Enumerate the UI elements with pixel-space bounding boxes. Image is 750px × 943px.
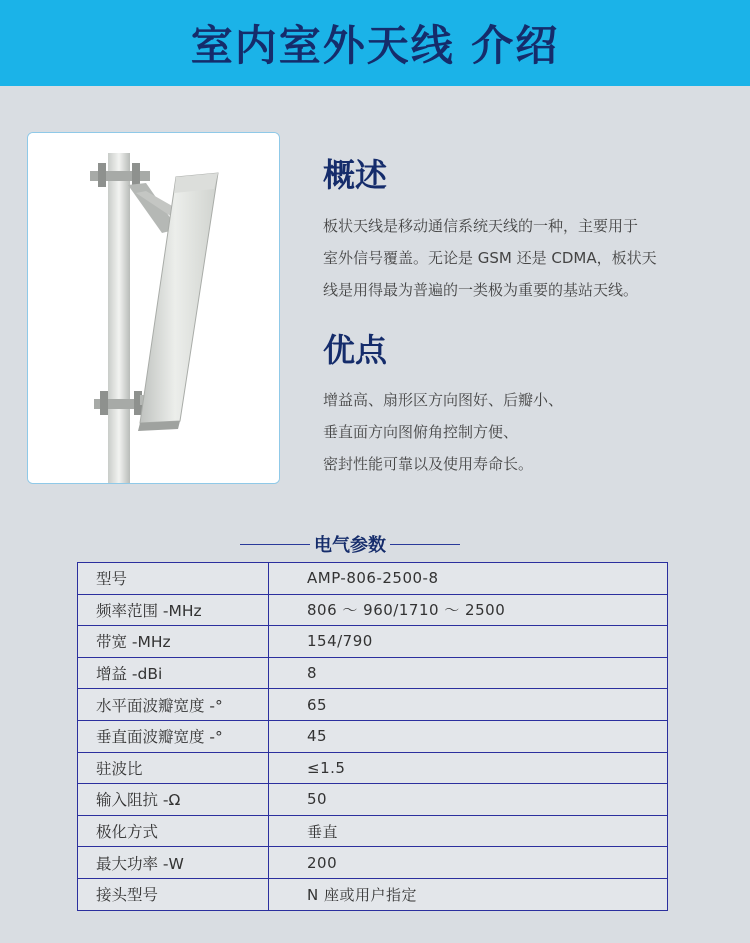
param-label: 频率范围 -MHz [78,594,269,626]
advantages-text [323,384,723,480]
antenna-photo [27,132,280,484]
param-label: 驻波比 [78,752,269,784]
advantages-line: 增益高、扇形区方向图好、后瓣小、 [323,391,564,409]
table-row [78,878,668,910]
param-label: 极化方式 [78,815,269,847]
advantages-line: 密封性能可靠以及使用寿命长。 [323,455,534,473]
param-label: 垂直面波瓣宽度 -° [78,720,269,752]
table-row [78,784,668,816]
electrical-params-table [77,562,668,911]
table-row [78,594,668,626]
overview-heading: 概述 [323,156,388,194]
param-value: 45 [269,720,668,752]
overview-text [323,210,723,306]
param-value: 806 ～ 960/1710 ～ 2500 [269,594,668,626]
electrical-title-bar [240,530,460,558]
page-title: 室内室外天线 介绍 [190,21,560,70]
param-label: 水平面波瓣宽度 -° [78,689,269,721]
table-row [78,815,668,847]
param-value: 65 [269,689,668,721]
param-label: 带宽 -MHz [78,626,269,658]
table-row [78,752,668,784]
overview-line: 室外信号覆盖。无论是 GSM 还是 CDMA，板状天 [323,249,657,267]
param-label: 最大功率 -W [78,847,269,879]
header-banner [0,0,750,86]
table-row [78,720,668,752]
overview-line: 线是用得最为普遍的一类极为重要的基站天线。 [323,281,639,299]
param-label: 增益 -dBi [78,657,269,689]
param-value: 50 [269,784,668,816]
param-value: N 座或用户指定 [269,878,668,910]
table-row [78,847,668,879]
advantages-line: 垂直面方向图俯角控制方便、 [323,423,519,441]
param-value: 200 [269,847,668,879]
advantages-heading: 优点 [323,331,388,369]
param-value: 8 [269,657,668,689]
param-value: AMP-806-2500-8 [269,563,668,595]
param-label: 型号 [78,563,269,595]
table-row [78,626,668,658]
table-row [78,657,668,689]
divider-left [240,544,310,545]
panel-antenna-image [28,133,280,484]
param-value: ≤1.5 [269,752,668,784]
table-row [78,563,668,595]
table-row [78,689,668,721]
param-label: 接头型号 [78,878,269,910]
overview-line: 板状天线是移动通信系统天线的一种，主要用于 [323,217,639,235]
electrical-title: 电气参数 [314,535,386,556]
param-label: 输入阻抗 -Ω [78,784,269,816]
param-value: 垂直 [269,815,668,847]
divider-right [390,544,460,545]
param-value: 154/790 [269,626,668,658]
